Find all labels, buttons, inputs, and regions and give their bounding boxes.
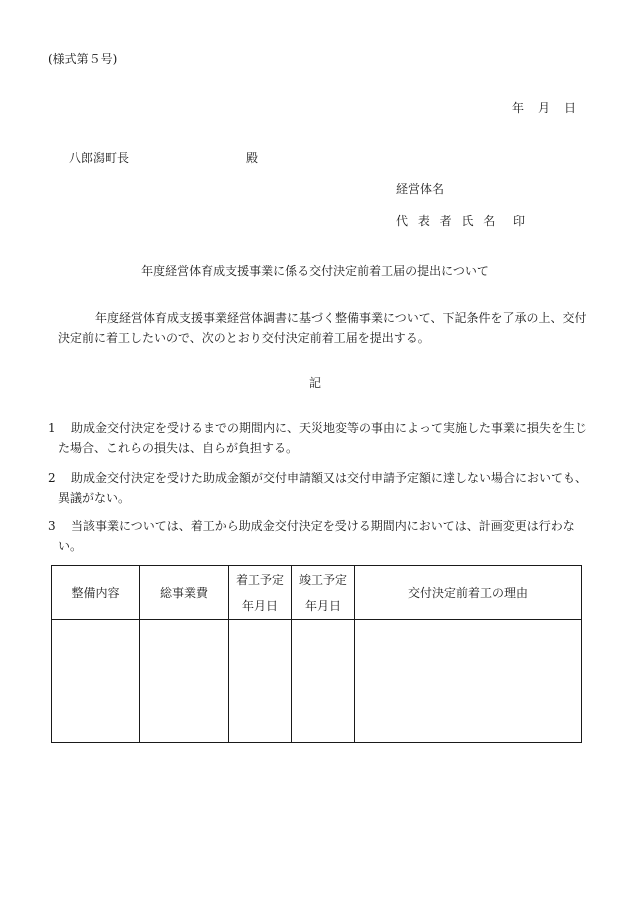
header-content: 整備内容 bbox=[52, 566, 140, 620]
header-total-cost: 総事業費 bbox=[140, 566, 229, 620]
date-year-label: 年 bbox=[512, 101, 525, 115]
addressee: 八郎潟町長 bbox=[69, 151, 130, 165]
header-end-date bbox=[292, 566, 355, 620]
header-start-line1: 着工予定 bbox=[235, 572, 284, 587]
plan-table bbox=[51, 565, 582, 743]
ki-heading: 記 bbox=[308, 376, 321, 390]
condition-number: 3 bbox=[48, 519, 56, 533]
condition-item bbox=[48, 468, 588, 508]
document-title: 年度経営体育成支援事業に係る交付決定前着工届の提出について bbox=[141, 264, 489, 278]
date-month-label: 月 bbox=[538, 101, 551, 115]
date-day-label: 日 bbox=[564, 101, 577, 115]
header-end-line2: 年月日 bbox=[304, 598, 341, 613]
condition-number: 2 bbox=[48, 471, 56, 485]
header-reason: 交付決定前着工の理由 bbox=[355, 566, 582, 620]
cell-start-date[interactable] bbox=[229, 620, 292, 743]
form-number: (様式第５号) bbox=[48, 52, 118, 66]
condition-text: 助成金交付決定を受けた助成金額が交付申請額又は交付申請予定額に達しない場合においても、異議がない。 bbox=[58, 471, 588, 505]
cell-total-cost[interactable] bbox=[140, 620, 229, 743]
condition-text: 当該事業については、着工から助成金交付決定を受ける期間内においては、計画変更は行わない。 bbox=[58, 519, 575, 553]
condition-item bbox=[48, 418, 588, 458]
condition-text: 助成金交付決定を受けるまでの期間内に、天災地変等の事由によって実施した事業に損失を生じた場合、これらの損失は、自らが負担する。 bbox=[58, 421, 588, 455]
condition-item bbox=[48, 516, 588, 556]
applicant-org-label: 経営体名 bbox=[396, 182, 445, 196]
cell-content[interactable] bbox=[52, 620, 140, 743]
header-start-date bbox=[229, 566, 292, 620]
cell-end-date[interactable] bbox=[292, 620, 355, 743]
table-row bbox=[52, 620, 582, 743]
date-line bbox=[512, 99, 576, 116]
condition-number: 1 bbox=[48, 421, 56, 435]
header-end-line1: 竣工予定 bbox=[298, 572, 347, 587]
table-header-row bbox=[52, 566, 582, 620]
body-paragraph: 年度経営体育成支援事業経営体調書に基づく整備事業について、下記条件を了承の上、交付決定前に着工したいので、次のとおり交付決定前着工届を提出する。 bbox=[58, 311, 587, 345]
honorific: 殿 bbox=[246, 151, 259, 165]
cell-reason[interactable] bbox=[355, 620, 582, 743]
header-start-line2: 年月日 bbox=[241, 598, 278, 613]
seal-mark: 印 bbox=[513, 214, 526, 228]
applicant-rep-label: 代 表 者 氏 名 bbox=[396, 214, 499, 228]
